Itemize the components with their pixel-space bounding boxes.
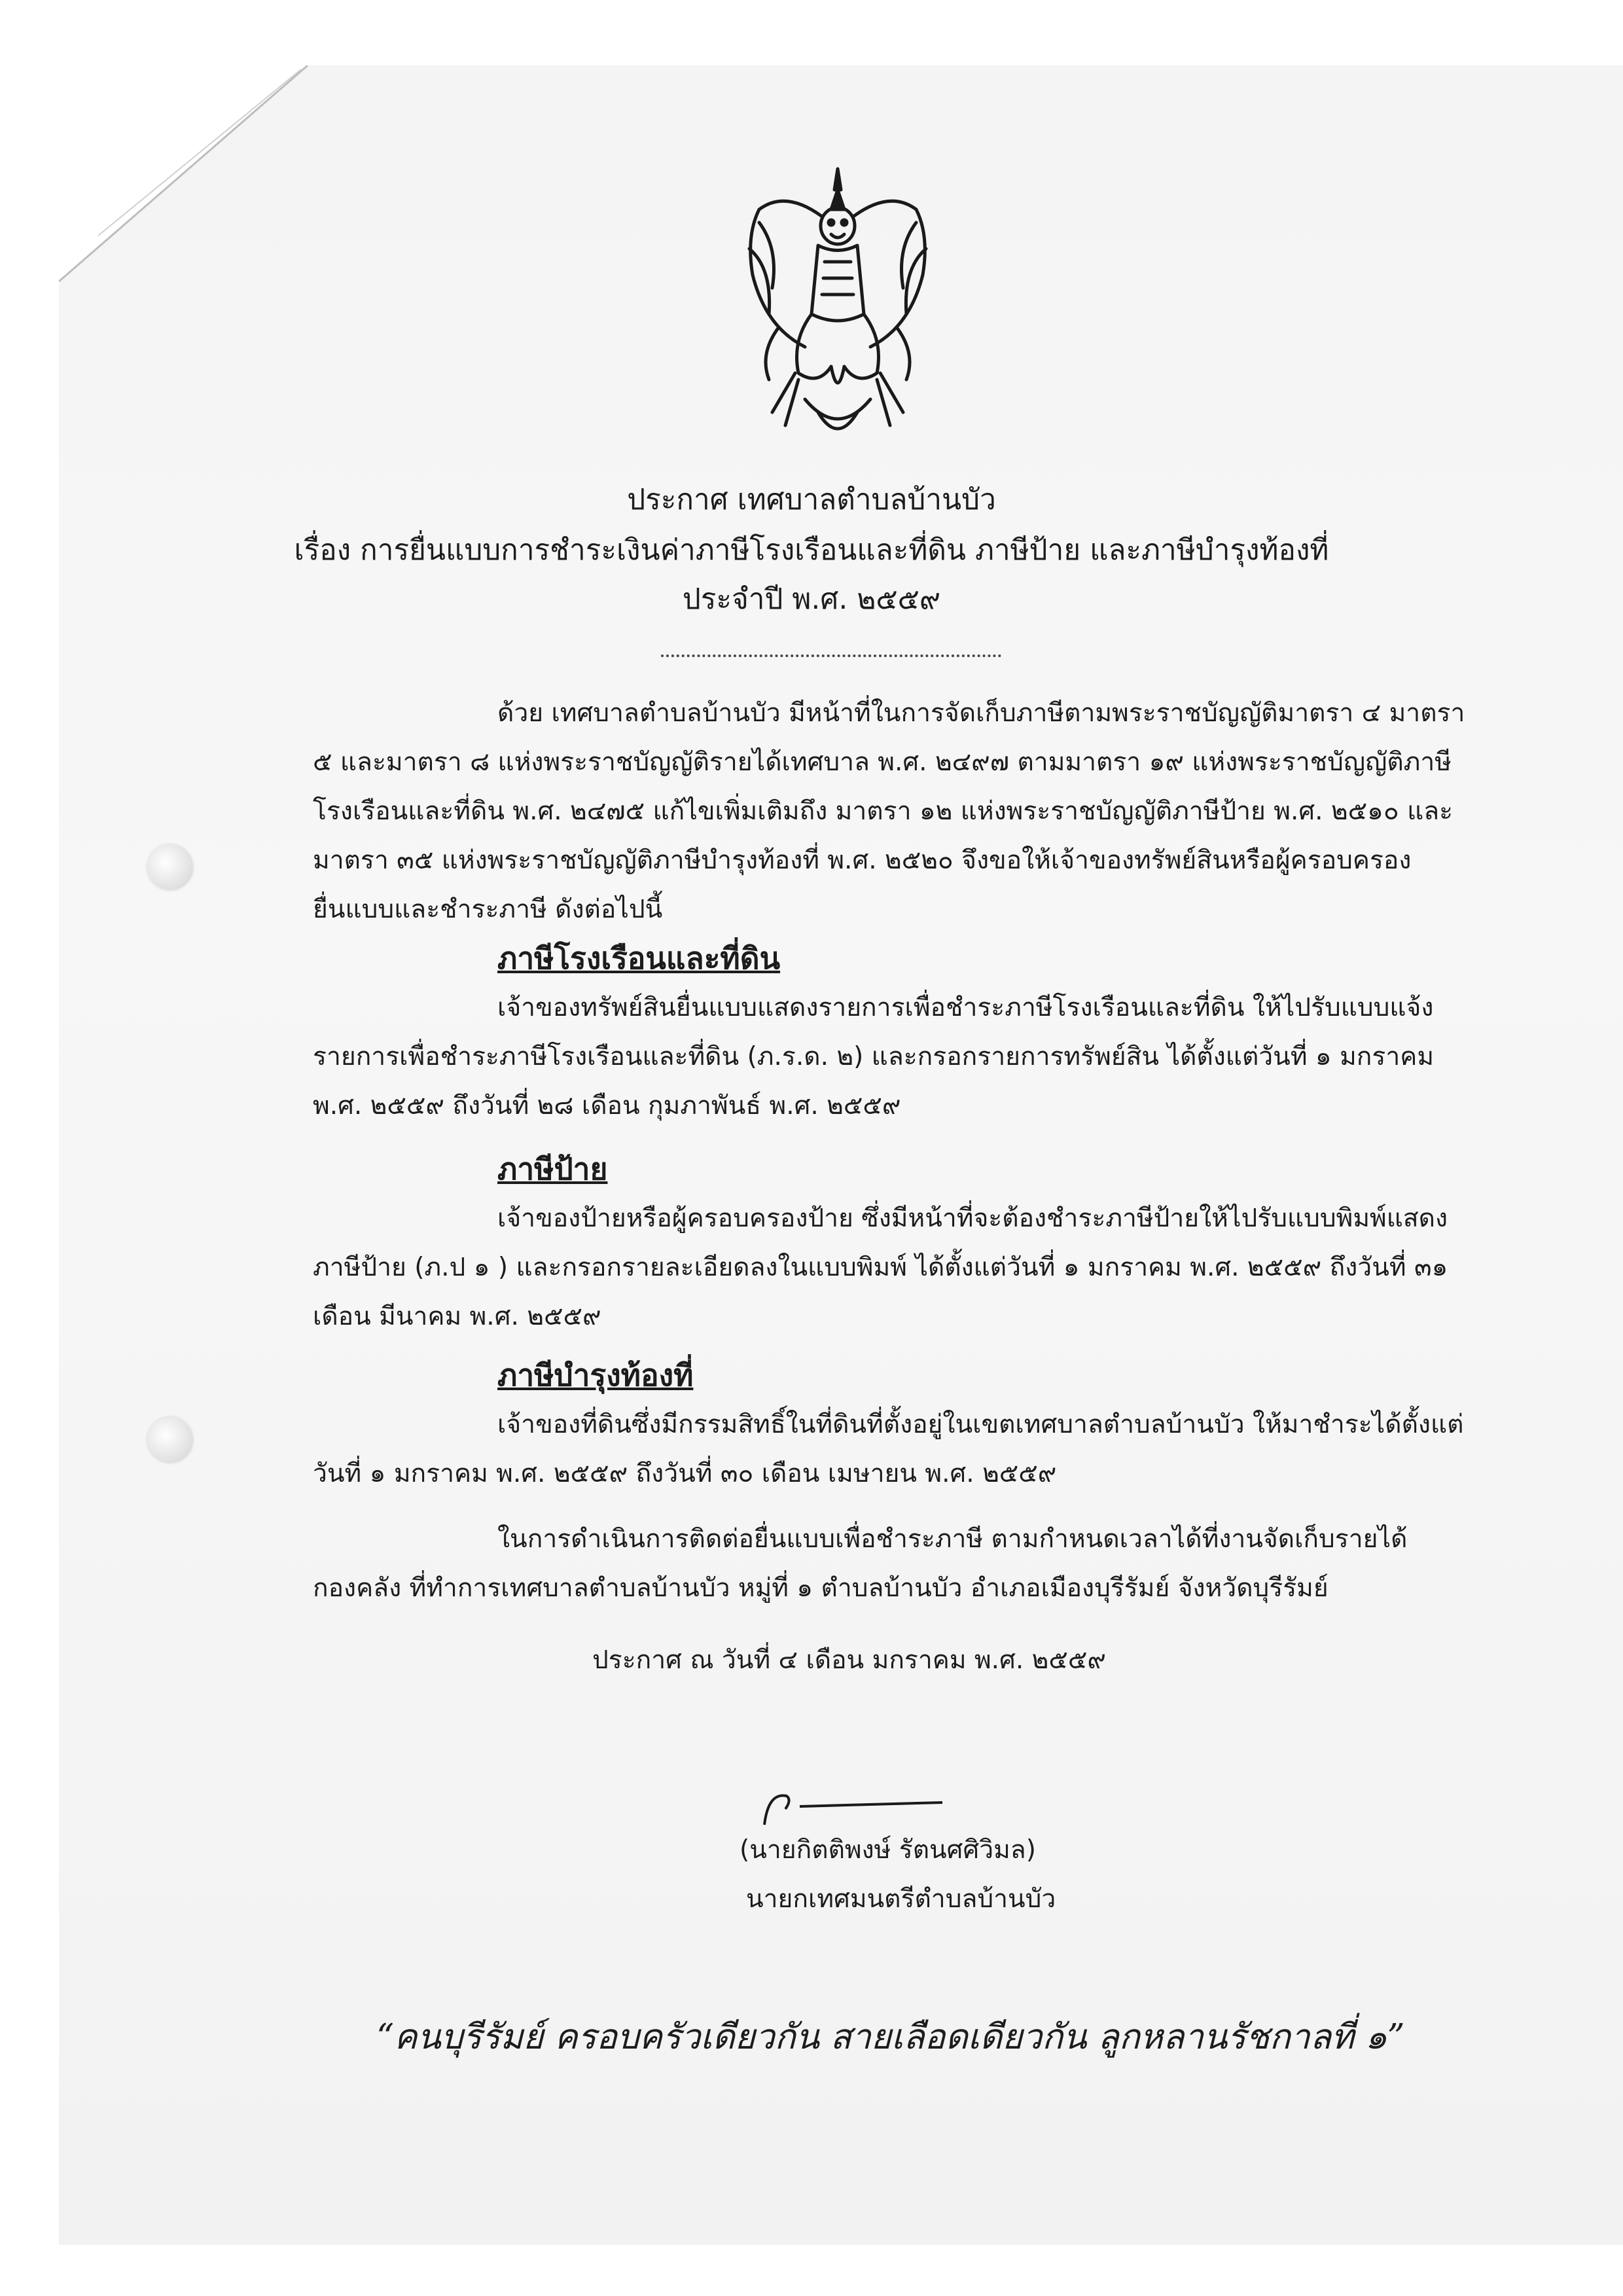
closing-line: กองคลัง ที่ทำการเทศบาลตำบลบ้านบัว หมู่ที่ ๑ ตำบลบ้านบัว อำเภอเมืองบุรีรัมย์ จังหวัดบุรีรัมย์ bbox=[313, 1573, 1329, 1603]
section-heading-signboard-tax: ภาษีป้าย bbox=[497, 1151, 608, 1187]
signature-mark bbox=[753, 1787, 949, 1833]
intro-line: ยื่นแบบและชำระภาษี ดังต่อไปนี้ bbox=[313, 895, 663, 924]
closing-line: ในการดำเนินการติดต่อยื่นแบบเพื่อชำระภาษี ตามกำหนดเวลาได้ที่งานจัดเก็บรายได้ bbox=[497, 1524, 1408, 1554]
intro-line: ด้วย เทศบาลตำบลบ้านบัว มีหน้าที่ในการจัดเก็บภาษีตามพระราชบัญญัติมาตรา ๔ มาตรา bbox=[497, 698, 1465, 728]
garuda-emblem-icon bbox=[733, 164, 942, 452]
section-line: เจ้าของทรัพย์สินยื่นแบบแสดงรายการเพื่อชำระภาษีโรงเรือนและที่ดิน ให้ไปรับแบบแจ้ง bbox=[497, 993, 1434, 1022]
slogan: “คนบุรีรัมย์ ครอบครัวเดียวกัน สายเลือดเดียวกัน ลูกหลานรัชกาลที่ ๑” bbox=[376, 2017, 1405, 2057]
dotted-divider bbox=[661, 655, 1001, 657]
intro-line: โรงเรือนและที่ดิน พ.ศ. ๒๔๗๕ แก้ไขเพิ่มเติมถึง มาตรา ๑๒ แห่งพระราชบัญญัติภาษีป้าย พ.ศ. ๒๕๑๐ และ bbox=[313, 797, 1454, 826]
punch-hole-mark bbox=[147, 1417, 193, 1463]
punch-hole-mark bbox=[147, 844, 193, 890]
section-heading-building-land-tax: ภาษีโรงเรือนและที่ดิน bbox=[497, 941, 781, 976]
announcement-year: ประจำปี พ.ศ. ๒๕๕๙ bbox=[682, 583, 941, 616]
section-line: รายการเพื่อชำระภาษีโรงเรือนและที่ดิน (ภ.ร.ด. ๒) และกรอกรายการทรัพย์สิน ได้ตั้งแต่วันที่ ๑ มกราคม bbox=[313, 1042, 1435, 1071]
intro-line: ๕ และมาตรา ๘ แห่งพระราชบัญญัติรายได้เทศบาล พ.ศ. ๒๔๙๗ ตามมาตรา ๑๙ แห่งพระราชบัญญัติภาษี bbox=[313, 747, 1452, 777]
announcement-date: ประกาศ ณ วันที่ ๔ เดือน มกราคม พ.ศ. ๒๕๕๙ bbox=[592, 1645, 1106, 1675]
section-line: เจ้าของที่ดินซึ่งมีกรรมสิทธิ์ในที่ดินที่ตั้งอยู่ในเขตเทศบาลตำบลบ้านบัว ให้มาชำระได้ตั้งแต่ bbox=[497, 1410, 1464, 1439]
section-line: ภาษีป้าย (ภ.ป ๑ ) และกรอกรายละเอียดลงในแบบพิมพ์ ได้ตั้งแต่วันที่ ๑ มกราคม พ.ศ. ๒๕๕๙ ถึงวันที่ ๓๑ bbox=[313, 1253, 1448, 1282]
section-line: เดือน มีนาคม พ.ศ. ๒๕๕๙ bbox=[313, 1302, 601, 1331]
section-line: วันที่ ๑ มกราคม พ.ศ. ๒๕๕๙ ถึงวันที่ ๓๐ เดือน เมษายน พ.ศ. ๒๕๕๙ bbox=[313, 1459, 1057, 1488]
section-line: พ.ศ. ๒๕๕๙ ถึงวันที่ ๒๘ เดือน กุมภาพันธ์ พ.ศ. ๒๕๕๙ bbox=[313, 1091, 901, 1121]
announcement-subject: เรื่อง การยื่นแบบการชำระเงินค่าภาษีโรงเรือนและที่ดิน ภาษีป้าย และภาษีบำรุงท้องที่ bbox=[294, 533, 1329, 567]
announcement-issuer: ประกาศ เทศบาลตำบลบ้านบัว bbox=[627, 483, 996, 516]
folded-corner-mark bbox=[59, 65, 321, 301]
signer-position: นายกเทศมนตรีตำบลบ้านบัว bbox=[746, 1884, 1056, 1914]
signer-name: (นายกิตติพงษ์ รัตนศศิวิมล) bbox=[740, 1835, 1036, 1865]
intro-line: มาตรา ๓๕ แห่งพระราชบัญญัติภาษีบำรุงท้องที่ พ.ศ. ๒๕๒๐ จึงขอให้เจ้าของทรัพย์สินหรือผู้ครอบครอง bbox=[313, 846, 1412, 875]
section-heading-local-maintenance-tax: ภาษีบำรุงท้องที่ bbox=[497, 1357, 694, 1393]
section-line: เจ้าของป้ายหรือผู้ครอบครองป้าย ซึ่งมีหน้าที่จะต้องชำระภาษีป้ายให้ไปรับแบบพิมพ์แสดง bbox=[497, 1204, 1448, 1233]
